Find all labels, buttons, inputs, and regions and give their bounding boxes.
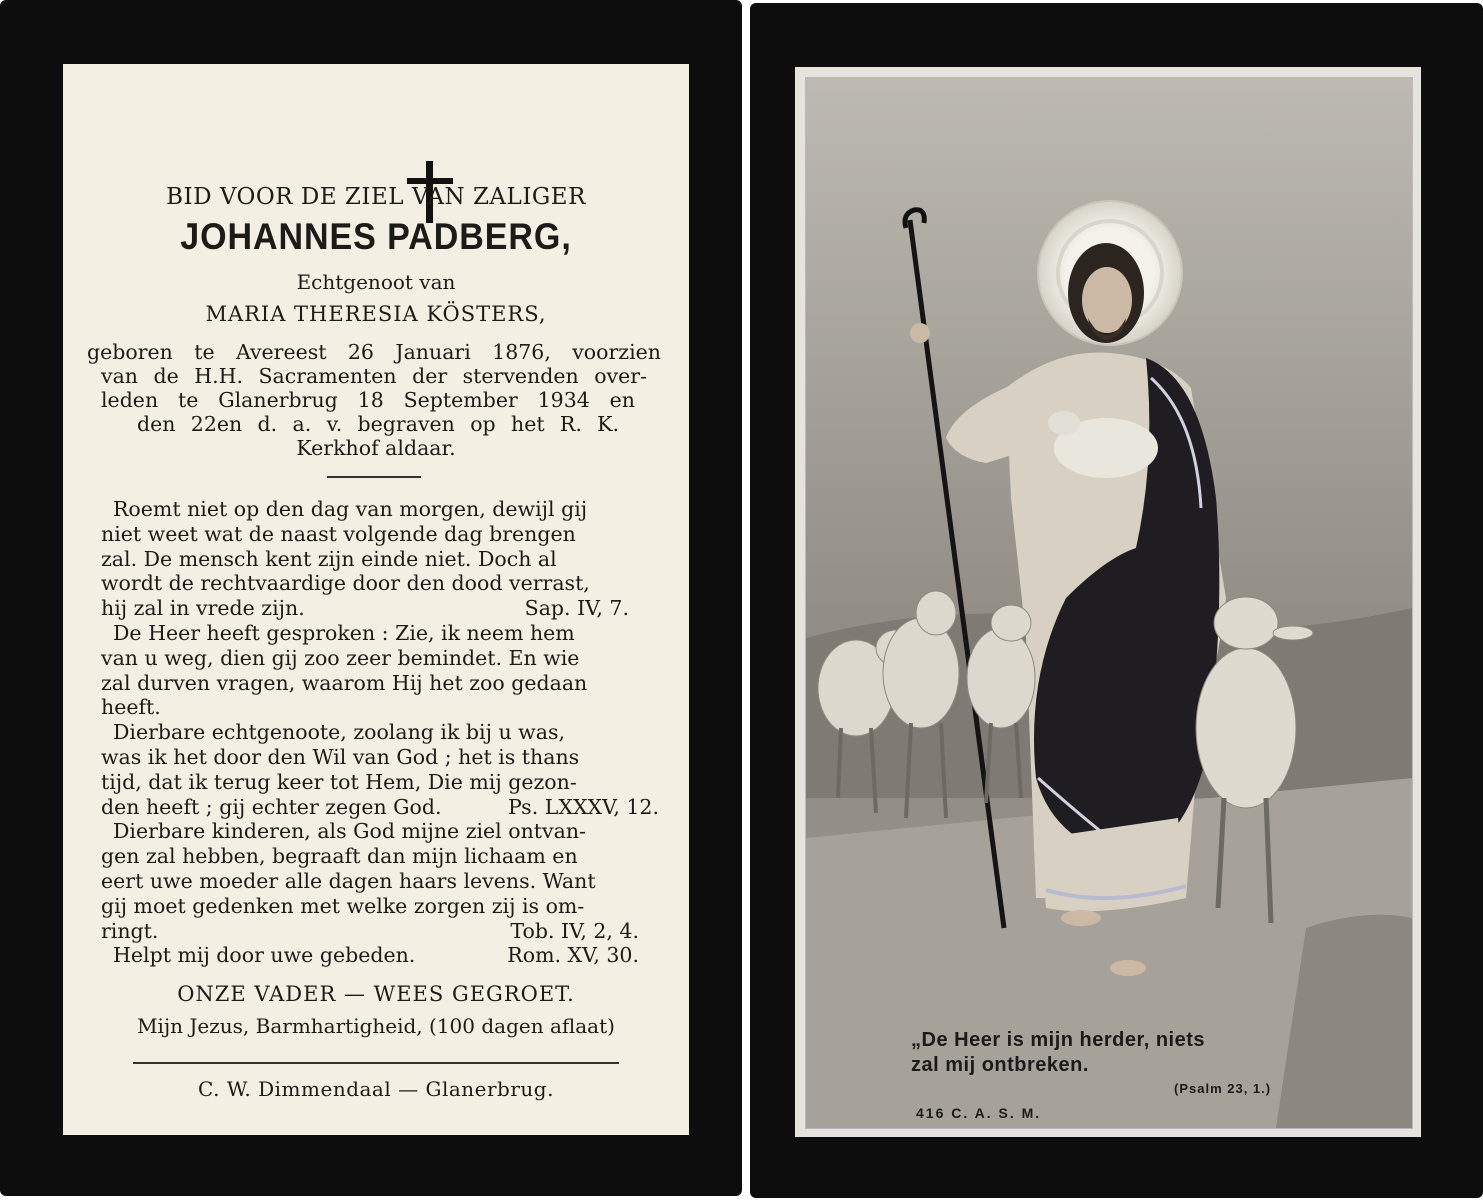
verse-line: De Heer heeft gesproken : Zie, ik neem hem (113, 620, 575, 645)
caption-quote (911, 1028, 1205, 1078)
verse-line: van u weg, dien gij zoo zeer bemindet. En wie (101, 645, 580, 670)
caption-reference: (Psalm 23, 1.) (1174, 1081, 1272, 1096)
verse-line: zal durven vragen, waarom Hij het zoo gedaan (101, 670, 588, 695)
verse-line: eert uwe moeder alle dagen haars levens. Want (101, 868, 596, 893)
bio-line: leden te Glanerbrug 18 September 1934 en (101, 388, 635, 412)
divider (133, 1062, 619, 1064)
verse-line: Roemt niet op den dag van morgen, dewijl gij (113, 497, 588, 521)
good-shepherd-illustration (806, 78, 1412, 1128)
header-text: BID VOOR DE ZIEL VAN ZALIGER (166, 184, 586, 210)
spouse-label: Echtgenoot van (296, 270, 456, 294)
caption-line: zal mij ontbreken. (911, 1054, 1089, 1076)
memorial-card-image-side (750, 3, 1483, 1198)
verse-line: den heeft ; gij echter zegen God. Ps. LXXXV, 12. (101, 794, 659, 819)
text-panel (63, 64, 689, 1135)
verse-line: gij moet gedenken met welke zorgen zij is om- (101, 893, 585, 918)
verse-line: zal. De mensch kent zijn einde niet. Doch al (101, 546, 557, 571)
bio-line: van de H.H. Sacramenten der stervenden over- (101, 364, 647, 388)
verse-line: tijd, dat ik terug keer tot Hem, Die mij gezon- (101, 769, 577, 794)
printer-line: C. W. Dimmendaal — Glanerbrug. (198, 1077, 554, 1101)
verse-line: niet weet wat de naast volgende dag brengen (101, 521, 576, 546)
verses-block (101, 497, 659, 968)
caption-line: „De Heer is mijn herder, niets (911, 1029, 1205, 1051)
verse-line: wordt de rechtvaardige door den dood verrast, (101, 571, 590, 596)
print-mark: 416 C. A. S. M. (916, 1105, 1042, 1121)
verse-line: Helpt mij door uwe gebeden. Rom. XV, 30. (113, 943, 639, 968)
bio-line: den 22en d. a. v. begraven op het R. K. (137, 412, 619, 436)
devotional-image (805, 77, 1413, 1129)
deceased-name: JOHANNES PADBERG, (180, 216, 572, 257)
verse-line: heeft. (101, 695, 161, 720)
prayer-line: ONZE VADER — WEES GEGROET. (177, 982, 575, 1006)
bio-line: geboren te Avereest 26 Januari 1876, voorzien (87, 340, 661, 364)
verse-line: hij zal in vrede zijn. Sap. IV, 7. (101, 596, 629, 621)
verse-line: Dierbare kinderen, als God mijne ziel ontvan- (113, 819, 586, 844)
bio-line: Kerkhof aldaar. (296, 436, 456, 460)
verse-line: Dierbare echtgenoote, zoolang ik bij u was, (113, 720, 565, 745)
verse-line: ringt. Tob. IV, 2, 4. (101, 918, 639, 943)
image-panel (795, 67, 1421, 1137)
verse-line: was ik het door den Wil van God ; het is thans (101, 744, 580, 769)
memorial-card-text-side (0, 0, 742, 1196)
spouse-name: MARIA THERESIA KÖSTERS, (205, 302, 547, 326)
divider (327, 476, 421, 478)
verse-line: gen zal hebben, begraaft dan mijn lichaam en (101, 844, 578, 869)
indulgence-line: Mijn Jezus, Barmhartigheid, (100 dagen aflaat) (137, 1014, 615, 1038)
